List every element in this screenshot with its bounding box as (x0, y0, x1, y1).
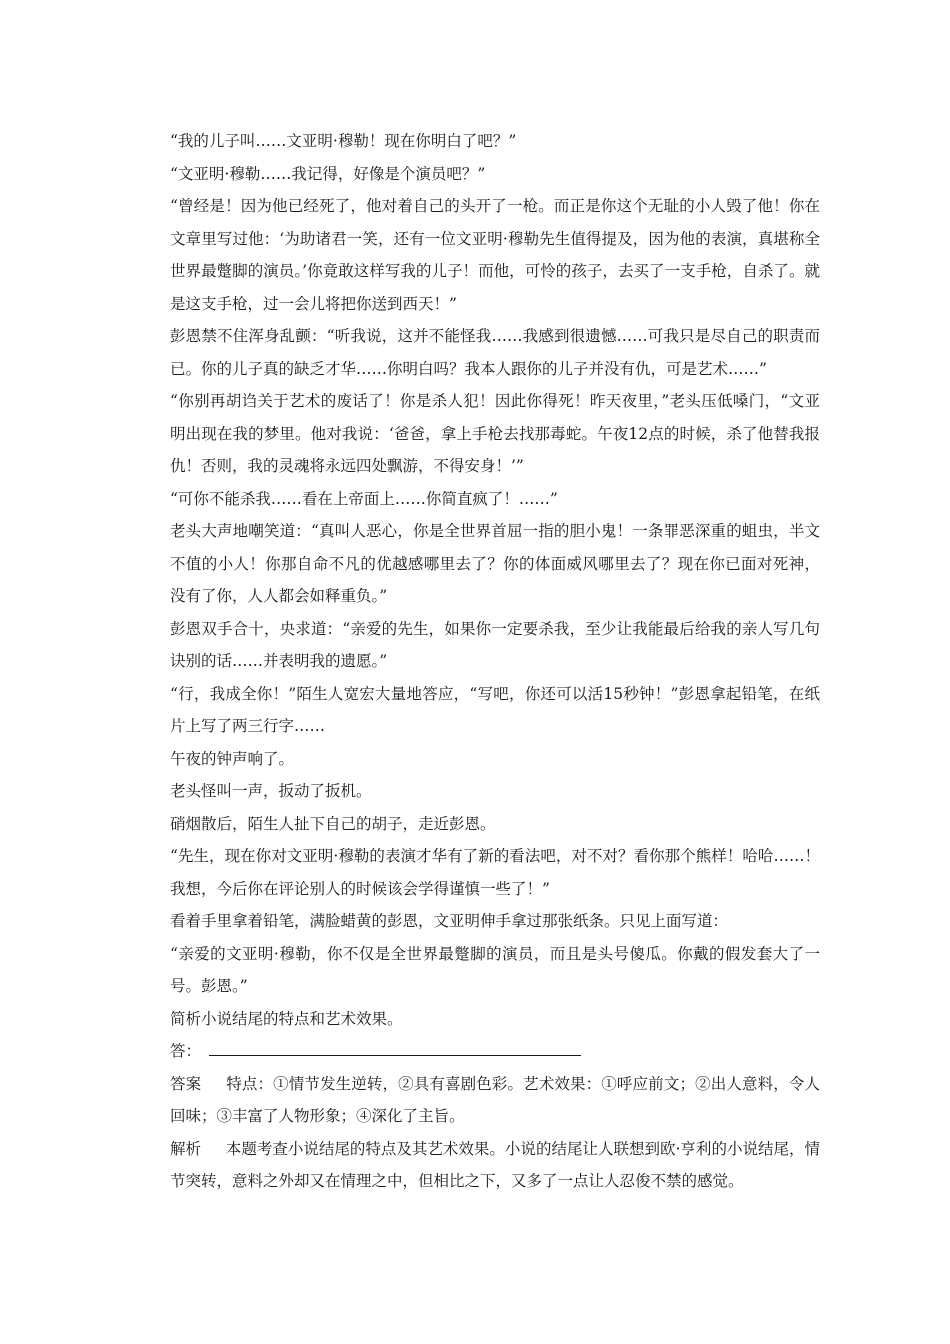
paragraph-4: 彭恩禁不住浑身乱颤：“听我说，这并不能怪我……我感到很遗憾……可我只是尽自己的职责而已。你的儿子真的缺乏才华……你明白吗？我本人跟你的儿子并没有仇，可是艺术……” (170, 327, 820, 378)
analysis-label: 解析 (170, 1139, 202, 1158)
paragraph-9: “行，我成全你！”陌生人宽宏大量地答应，“写吧，你还可以活15秒钟！”彭恩拿起铅笔，在纸片上写了两三行字…… (170, 684, 820, 735)
answer-label: 答案 (170, 1074, 202, 1093)
paragraph-15: “亲爱的文亚明·穆勒，你不仅是全世界最蹩脚的演员，而且是头号傻瓜。你戴的假发套大了一号。彭恩。” (170, 944, 820, 995)
paragraph-8: 彭恩双手合十，央求道：“亲爱的先生，如果你一定要杀我，至少让我能最后给我的亲人写几句诀别的话……并表明我的遗愿。” (170, 619, 820, 670)
answer-block (170, 1068, 820, 1133)
analysis-block (170, 1133, 820, 1198)
paragraph-5: “你别再胡诌关于艺术的废话了！你是杀人犯！因此你得死！昨天夜里，”老头压低嗓门，“文亚明出现在我的梦里。他对我说：‘爸爸，拿上手枪去找那毒蛇。午夜12点的时候，杀了他替我报仇！否则，我的灵魂将永远四处飘游，不得安身！’” (170, 392, 820, 475)
paragraph-11: 老头怪叫一声，扳动了扳机。 (170, 782, 372, 800)
answer-text: 特点：①情节发生逆转，②具有喜剧色彩。艺术效果：①呼应前文；②出人意料，令人回味；③丰富了人物形象；④深化了主旨。 (170, 1074, 820, 1125)
paragraph-10: 午夜的钟声响了。 (170, 749, 295, 768)
answer-prompt: 答： (170, 1042, 202, 1060)
paragraph-14: 看着手里拿着铅笔，满脸蜡黄的彭恩，文亚明伸手拿过那张纸条。只见上面写道： (170, 912, 729, 930)
paragraph-13: “先生，现在你对文亚明·穆勒的表演才华有了新的看法吧，对不对？看你那个熊样！哈哈……！我想，今后你在评论别人的时候该会学得谨慎一些了！” (170, 847, 820, 898)
analysis-text: 本题考查小说结尾的特点及其艺术效果。小说的结尾让人联想到欧·亨利的小说结尾，情节突转，意料之外却又在情理之中，但相比之下，又多了一点让人忍俊不禁的感觉。 (170, 1139, 820, 1190)
paragraph-7: 老头大声地嘲笑道：“真叫人恶心，你是全世界首屈一指的胆小鬼！一条罪恶深重的蛆虫，半文不值的小人！你那自命不凡的优越感哪里去了？你的体面威风哪里去了？现在你已面对死神，没有了你，人人都会如释重负。” (170, 522, 820, 605)
paragraph-3: “曾经是！因为他已经死了，他对着自己的头开了一枪。而正是你这个无耻的小人毁了他！你在文章里写过他：‘为助诸君一笑，还有一位文亚明·穆勒先生值得提及，因为他的表演，真堪称全世界最蹩脚的演员。’你竟敢这样写我的儿子！而他，可怜的孩子，去买了一支手枪，自杀了。就是这支手枪，过一会儿将把你送到西天！” (170, 197, 820, 313)
paragraph-1: “我的儿子叫……文亚明·穆勒！现在你明白了吧？” (170, 132, 517, 150)
paragraph-2: “文亚明·穆勒……我记得，好像是个演员吧？” (170, 164, 486, 183)
question: 简析小说结尾的特点和艺术效果。 (170, 1009, 403, 1028)
answer-blank-line (170, 1035, 820, 1068)
answer-blank[interactable] (209, 1037, 581, 1056)
document-page (170, 125, 820, 1198)
paragraph-6: “可你不能杀我……看在上帝面上……你简直疯了！……” (170, 489, 558, 508)
paragraph-12: 硝烟散后，陌生人扯下自己的胡子，走近彭恩。 (170, 814, 496, 833)
